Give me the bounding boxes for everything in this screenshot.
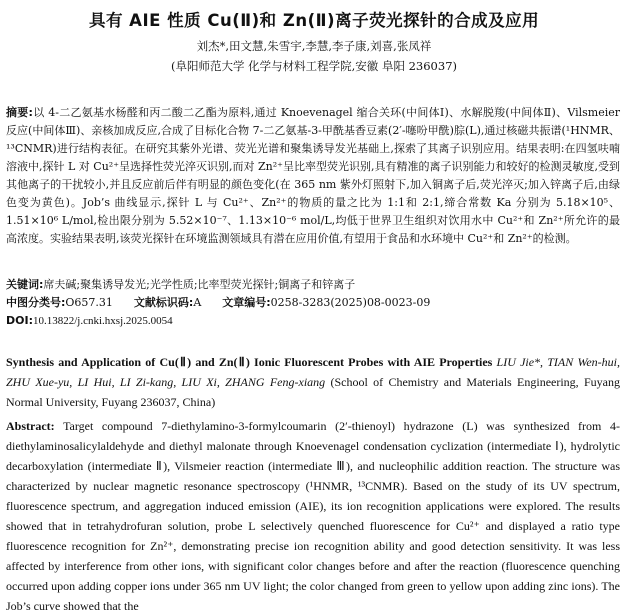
english-abstract-text: Target compound 7-diethylamino-3-formylcoumarin (2′-thienoyl) hydrazone (L) was synthesized from 4-diethylaminosalicylaldehyde and diethyl malonate through Knoevenagel condensation cyclization (intermediate Ⅰ), hydrolytic decarboxylation (intermediate Ⅱ), Vilsmeier reaction (intermediate Ⅲ), and nucleophilic addition reaction. The structure was characterized by nuclear magnetic resonance spectroscopy (¹HNMR, ¹³CNMR). Based on the study of its UV spectrum, fluorescence spectrum, and aggregation induced emission (AIE), its ion recognition applications were explored. The results showed that in tetrahydrofuran solution, probe L selectively quenched fluorescence for Cu²⁺ and displayed a ratio type fluorescence recognition for Zn²⁺, demonstrating precise ion recognition ability and good detection sensitivity. It was less affected by interference from other ions, with significant color changes before and after the reaction (fluorescence quenching occurred upon adding copper ions under 365 nm UV light; the color changed from green to yellow upon adding zinc ions). The Job’s curve showed that the bbox=[6, 419, 620, 613]
doc-code-label: 文献标识码: bbox=[133, 296, 194, 309]
doi-value: 10.13822/j.cnki.hxsj.2025.0054 bbox=[32, 315, 173, 327]
abstract-cn bbox=[6, 104, 620, 284]
article-no-value: 0258-3283(2025)08-0023-09 bbox=[270, 296, 431, 309]
keywords-cn-label: 关键词: bbox=[6, 278, 44, 291]
keywords-cn-text: 席夫碱;聚集诱导发光;光学性质;比率型荧光探针;铜离子和锌离子 bbox=[43, 278, 356, 291]
english-affiliation: (School of Chemistry and Materials Engineering, Fuyang Normal University, Fuyang 236037, China) bbox=[6, 375, 620, 409]
abstract-cn-label: 摘要: bbox=[6, 106, 33, 119]
paper-title: 具有 AIE 性质 Cu(Ⅱ)和 Zn(Ⅱ)离子荧光探针的合成及应用 bbox=[88, 11, 540, 30]
abstract-cn-text: 以 4-二乙氨基水杨醛和丙二酸二乙酯为原料,通过 Knoevenagel 缩合关环(中间体Ⅰ)、水解脱羧(中间体Ⅱ)、Vilsmeier 反应(中间体Ⅲ)、亲核加成反应,合成了目标化合物 7-二乙氨基-3-甲酰基香豆素(2′-噻吩甲酰)腙(L),通过核磁共振谱(¹HNMR、¹³CNMR)进行结构表征。在研究其紫外光谱、荧光光谱和聚集诱导发光基础上,探索了其离子识别应用。结果表明:在四氢呋喃溶液中,探针 L 对 Cu²⁺呈选择性荧光淬灭识别,而对 Zn²⁺呈比率型荧光识别,具有精准的离子识别能力和较好的检测灵敏度,受到其他离子的干扰较小,并且反应前后伴有明显的颜色变化(在 365 nm 紫外灯照射下,加入铜离子后,荧光淬灭;加入锌离子后,由绿色变为黄色)。Job’s 曲线显示,探针 L 与 Cu²⁺、Zn²⁺的物质的量之比为 1:1和 2:1,缔合常数 Ka 分别为 5.18×10⁵、1.51×10⁶ L/mol,检出限分别为 5.52×10⁻⁷、1.13×10⁻⁶ mol/L,均低于世界卫生组织对饮用水中 Cu²⁺和 Zn²⁺所允许的最高浓度。实验结果表明,该荧光探针在环境监测领域具有潜在应用价值,有望用于食品和水环境中 Cu²⁺和 Zn²⁺的检测。 bbox=[6, 106, 620, 245]
english-title: Synthesis and Application of Cu(Ⅱ) and Zn(Ⅱ) Ionic Fluorescent Probes with AIE Properties bbox=[6, 355, 493, 369]
classification-line bbox=[6, 294, 620, 312]
article-no-label: 文章编号: bbox=[222, 296, 271, 309]
authors-cn: 刘杰*,田文慧,朱雪宇,李慧,李子康,刘喜,张凤祥 bbox=[196, 39, 432, 53]
clc-value: O657.31 bbox=[65, 296, 113, 309]
doc-code-value: A bbox=[193, 296, 202, 309]
english-title-block bbox=[6, 352, 620, 414]
clc-label: 中图分类号: bbox=[6, 296, 66, 309]
affiliation-cn: (阜阳师范大学 化学与材料工程学院,安徽 阜阳 236037) bbox=[171, 59, 457, 73]
keywords-cn bbox=[6, 276, 620, 294]
doi-label: DOI: bbox=[6, 314, 33, 327]
english-abstract-label: Abstract: bbox=[6, 419, 55, 433]
doi-line bbox=[6, 312, 620, 330]
english-abstract bbox=[6, 416, 620, 613]
english-authors: LIU Jie*, TIAN Wen-hui, ZHU Xue-yu, LI Hui, LI Zi-kang, LIU Xi, ZHANG Feng-xiang bbox=[6, 355, 620, 389]
